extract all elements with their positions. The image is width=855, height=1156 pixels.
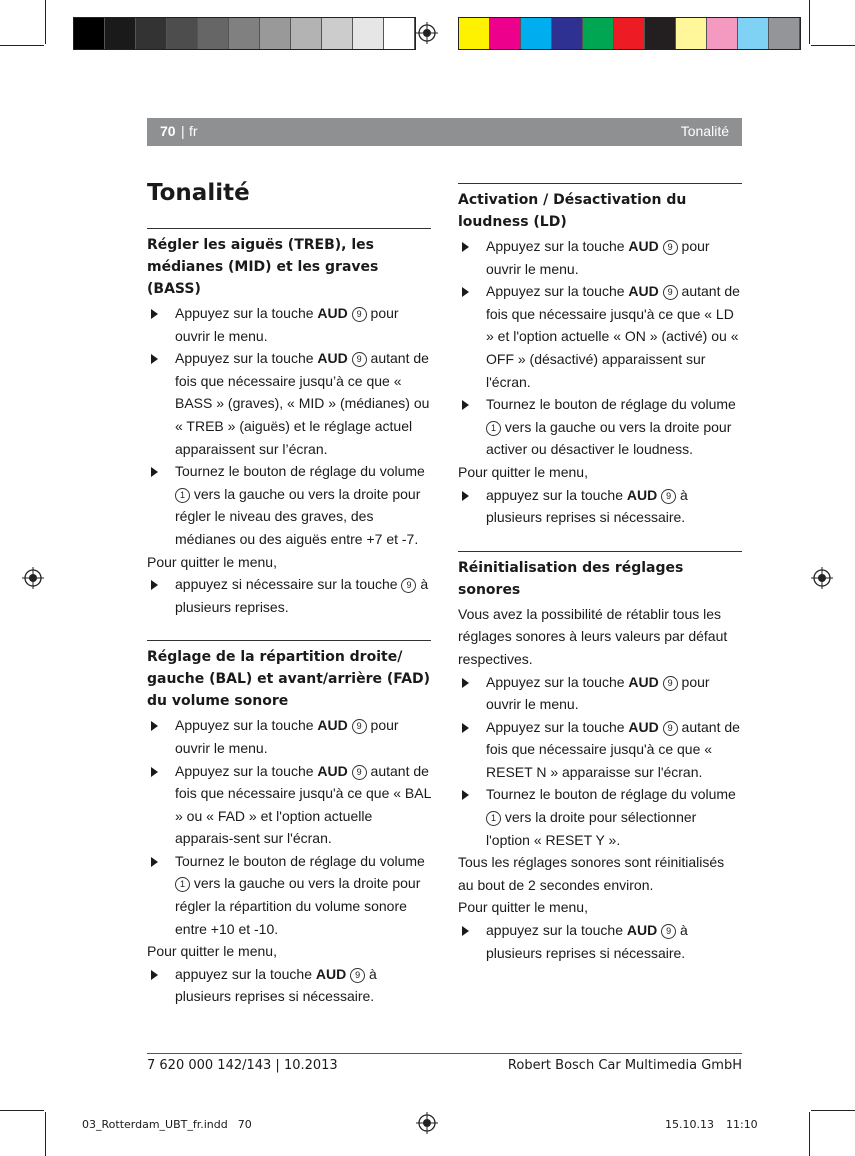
registration-mark-icon <box>416 22 438 44</box>
list-item: Appuyez sur la touche AUD 9 autant de fois que nécessaire jusqu'à ce que « RESET N » apparaisse sur l'écran. <box>458 716 742 784</box>
bullet-arrow-icon <box>151 767 158 777</box>
paragraph: Pour quitter le menu, <box>458 899 588 916</box>
left-column <box>147 228 431 1030</box>
footer-divider <box>147 1053 742 1054</box>
crop-mark <box>45 1112 46 1156</box>
callout-number: 9 <box>663 240 678 255</box>
color-swatch <box>291 18 322 49</box>
running-header <box>147 118 742 146</box>
crop-mark <box>0 1110 44 1111</box>
crop-mark <box>0 45 44 46</box>
section-bal <box>147 640 431 1008</box>
right-column <box>458 183 742 986</box>
bullet-arrow-icon <box>462 790 469 800</box>
color-swatch <box>74 18 105 49</box>
bullet-arrow-icon <box>151 467 158 477</box>
callout-number: 9 <box>352 719 367 734</box>
bullet-arrow-icon <box>462 287 469 297</box>
callout-number: 9 <box>352 307 367 322</box>
header-title: Tonalité <box>680 123 729 139</box>
file-name: 03_Rotterdam_UBT_fr.indd <box>82 1118 228 1131</box>
color-swatch <box>769 18 800 49</box>
bullet-arrow-icon <box>462 242 469 252</box>
bullet-arrow-icon <box>151 309 158 319</box>
color-swatch <box>676 18 707 49</box>
list-item: Tournez le bouton de réglage du volume 1 vers la gauche ou vers la droite pour activer ou désactiver le loudness. <box>458 393 742 461</box>
color-swatch <box>459 18 490 49</box>
section-heading: Réglage de la répartition droite/ gauche (BAL) et avant/arrière (FAD) du volume sonore <box>147 649 431 710</box>
callout-number: 9 <box>663 285 678 300</box>
bullet-arrow-icon <box>462 926 469 936</box>
list-item: Tournez le bouton de réglage du volume 1 vers la droite pour sélectionner l'option « RESET Y ». <box>458 783 742 851</box>
callout-number: 9 <box>401 578 416 593</box>
color-swatch <box>229 18 260 49</box>
bullet-arrow-icon <box>151 857 158 867</box>
bullet-arrow-icon <box>462 678 469 688</box>
color-swatch <box>645 18 676 49</box>
color-swatch <box>490 18 521 49</box>
list-item: appuyez sur la touche AUD 9 à plusieurs reprises si nécessaire. <box>147 963 431 1008</box>
registration-mark-icon <box>416 1112 438 1134</box>
color-swatch <box>322 18 353 49</box>
list-item: Tournez le bouton de réglage du volume 1 vers la gauche ou vers la droite pour régler le niveau des graves, des médianes ou des aiguës entre +7 et -7. <box>147 460 431 550</box>
color-swatch <box>167 18 198 49</box>
crop-mark <box>809 0 810 44</box>
crop-mark <box>45 0 46 44</box>
document-number: 7 620 000 142/143 | 10.2013 <box>147 1058 338 1073</box>
bullet-arrow-icon <box>462 491 469 501</box>
callout-number: 1 <box>486 421 501 436</box>
list-item: Appuyez sur la touche AUD 9 pour ouvrir le menu. <box>458 671 742 716</box>
color-swatch <box>105 18 136 49</box>
callout-number: 9 <box>352 352 367 367</box>
color-swatch <box>260 18 291 49</box>
paragraph: Pour quitter le menu, <box>147 943 277 960</box>
section-loudness <box>458 183 742 529</box>
crop-mark <box>811 1110 855 1111</box>
list-item: Appuyez sur la touche AUD 9 autant de fois que nécessaire jusqu’à ce que « BASS » (graves), « MID » (médianes) ou « TREB » (aiguës) et le réglage actuel apparaissent sur l’écran. <box>147 347 431 460</box>
color-swatch <box>353 18 384 49</box>
color-swatch <box>198 18 229 49</box>
color-swatch <box>136 18 167 49</box>
list-item: Appuyez sur la touche AUD 9 pour ouvrir le menu. <box>147 714 431 759</box>
bullet-arrow-icon <box>462 723 469 733</box>
color-swatch <box>614 18 645 49</box>
color-swatch <box>552 18 583 49</box>
section-treb <box>147 228 431 618</box>
list-item: Appuyez sur la touche AUD 9 autant de fois que nécessaire jusqu'à ce que « BAL » ou « FAD » et l'option actuelle apparais-sent sur l'écran. <box>147 760 431 850</box>
page-number: 70 <box>160 123 176 139</box>
callout-number: 1 <box>175 488 190 503</box>
registration-mark-icon <box>22 567 44 589</box>
slug-page: 70 <box>237 1118 252 1131</box>
callout-number: 9 <box>661 924 676 939</box>
bullet-arrow-icon <box>151 721 158 731</box>
list-item: Tournez le bouton de réglage du volume 1 vers la gauche ou vers la droite pour régler la répartition du volume sonore entre +10 et -10. <box>147 850 431 940</box>
section-heading: Régler les aiguës (TREB), les médianes (MID) et les graves (BASS) <box>147 237 379 297</box>
slug-time: 11:10 <box>725 1118 758 1131</box>
date-slug <box>665 1118 758 1131</box>
paragraph: Pour quitter le menu, <box>147 553 277 570</box>
page-title: Tonalité <box>147 180 250 206</box>
header-separator: | <box>181 123 185 139</box>
color-swatch <box>384 18 415 49</box>
bullet-arrow-icon <box>462 400 469 410</box>
callout-number: 1 <box>175 877 190 892</box>
bullet-arrow-icon <box>151 354 158 364</box>
process-color-bar <box>458 17 801 50</box>
list-item: Appuyez sur la touche AUD 9 pour ouvrir le menu. <box>147 302 431 347</box>
callout-number: 1 <box>486 811 501 826</box>
slug-date: 15.10.13 <box>665 1118 714 1131</box>
section-heading: Activation / Désactivation du loudness (LD) <box>458 192 687 230</box>
paragraph: Tous les réglages sonores sont réinitialisés au bout de 2 secondes environ. <box>458 854 725 893</box>
color-swatch <box>707 18 738 49</box>
list-item: appuyez sur la touche AUD 9 à plusieurs reprises si nécessaire. <box>458 919 742 964</box>
section-heading: Réinitialisation des réglages sonores <box>458 559 684 598</box>
color-swatch <box>521 18 552 49</box>
registration-mark-icon <box>811 567 833 589</box>
paragraph: Pour quitter le menu, <box>458 463 588 480</box>
callout-number: 9 <box>663 676 678 691</box>
language-code: fr <box>189 123 198 139</box>
color-swatch <box>583 18 614 49</box>
company-name: Robert Bosch Car Multimedia GmbH <box>507 1058 742 1073</box>
section-reset <box>458 551 742 965</box>
file-slug <box>82 1118 252 1131</box>
callout-number: 9 <box>350 968 365 983</box>
bullet-arrow-icon <box>151 580 158 590</box>
gray-color-bar <box>73 17 416 50</box>
list-item: appuyez sur la touche AUD 9 à plusieurs reprises si nécessaire. <box>458 484 742 529</box>
list-item: Appuyez sur la touche AUD 9 pour ouvrir le menu. <box>458 235 742 280</box>
crop-mark <box>809 1112 810 1156</box>
crop-mark <box>811 45 855 46</box>
callout-number: 9 <box>663 721 678 736</box>
callout-number: 9 <box>352 765 367 780</box>
color-swatch <box>738 18 769 49</box>
callout-number: 9 <box>661 489 676 504</box>
paragraph: Vous avez la possibilité de rétablir tous les réglages sonores à leurs valeurs par défaut respectives. <box>458 605 728 667</box>
bullet-arrow-icon <box>151 970 158 980</box>
list-item: appuyez si nécessaire sur la touche 9 à plusieurs reprises. <box>147 573 431 618</box>
list-item: Appuyez sur la touche AUD 9 autant de fois que nécessaire jusqu'à ce que « LD » et l'option actuelle « ON » (activé) ou « OFF » (désactivé) apparaissent sur l'écran. <box>458 280 742 393</box>
